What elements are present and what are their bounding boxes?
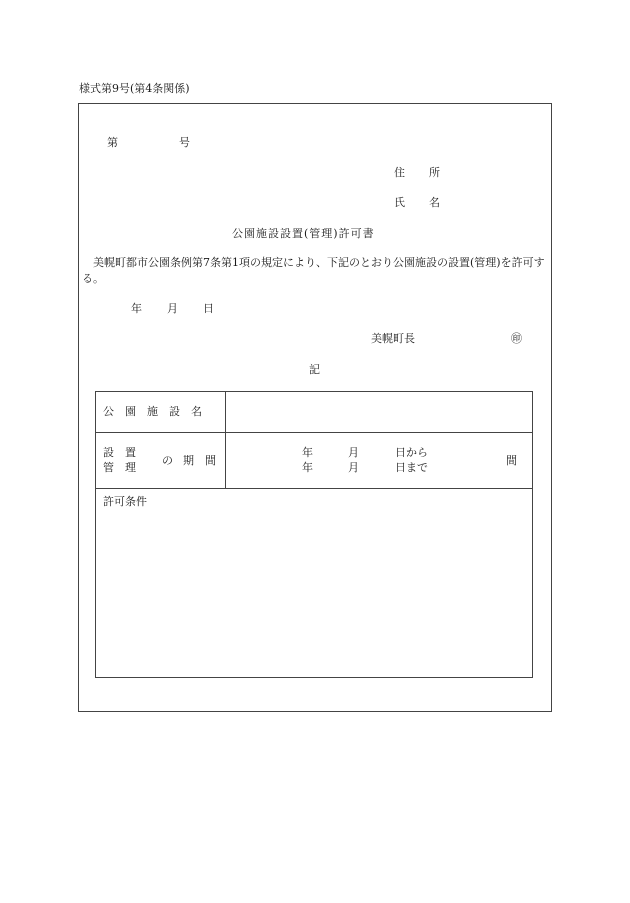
address-label-char-1: 住	[394, 166, 405, 179]
period-from-year: 年	[302, 446, 313, 459]
period-label-no: の	[162, 454, 173, 467]
permit-conditions-label: 許可条件	[103, 495, 147, 508]
date-month-label: 月	[167, 302, 178, 315]
ki-heading: 記	[309, 363, 320, 376]
name-label	[394, 197, 440, 208]
document-title: 公園施設設置(管理)許可書	[232, 227, 375, 240]
period-to-day: 日まで	[395, 461, 428, 474]
address-label-char-2: 所	[429, 166, 440, 179]
period-from-month: 月	[348, 446, 359, 459]
table-column-divider	[225, 392, 226, 488]
date-year-label: 年	[131, 302, 142, 315]
permit-body-text: 美幌町都市公園条例第7条第1項の規定により、下記のとおり公園施設の設置(管理)を許可する。	[82, 256, 545, 285]
period-to-month: 月	[348, 461, 359, 474]
table-row-divider-1	[96, 432, 532, 433]
table-row-divider-2	[96, 488, 532, 489]
form-number-label: 様式第9号(第4条関係)	[79, 82, 190, 95]
document-number-suffix: 号	[179, 136, 190, 149]
document-number-prefix: 第	[107, 136, 118, 149]
period-from-day: 日から	[395, 446, 428, 459]
issuer-title: 美幌町長	[371, 332, 415, 345]
period-to-year: 年	[302, 461, 313, 474]
permit-detail-table	[95, 391, 533, 678]
facility-name-label: 公 園 施 設 名	[103, 405, 202, 418]
name-label-char-2: 名	[429, 196, 440, 209]
seal-mark: ㊞	[511, 332, 522, 345]
period-label-kikan: 期 間	[183, 454, 216, 467]
period-label-setchi: 設 置	[103, 446, 136, 459]
name-label-char-1: 氏	[394, 196, 405, 209]
period-label-kanri: 管 理	[103, 461, 136, 474]
date-day-label: 日	[203, 302, 214, 315]
period-unit: 間	[506, 454, 517, 467]
address-label	[394, 167, 440, 178]
